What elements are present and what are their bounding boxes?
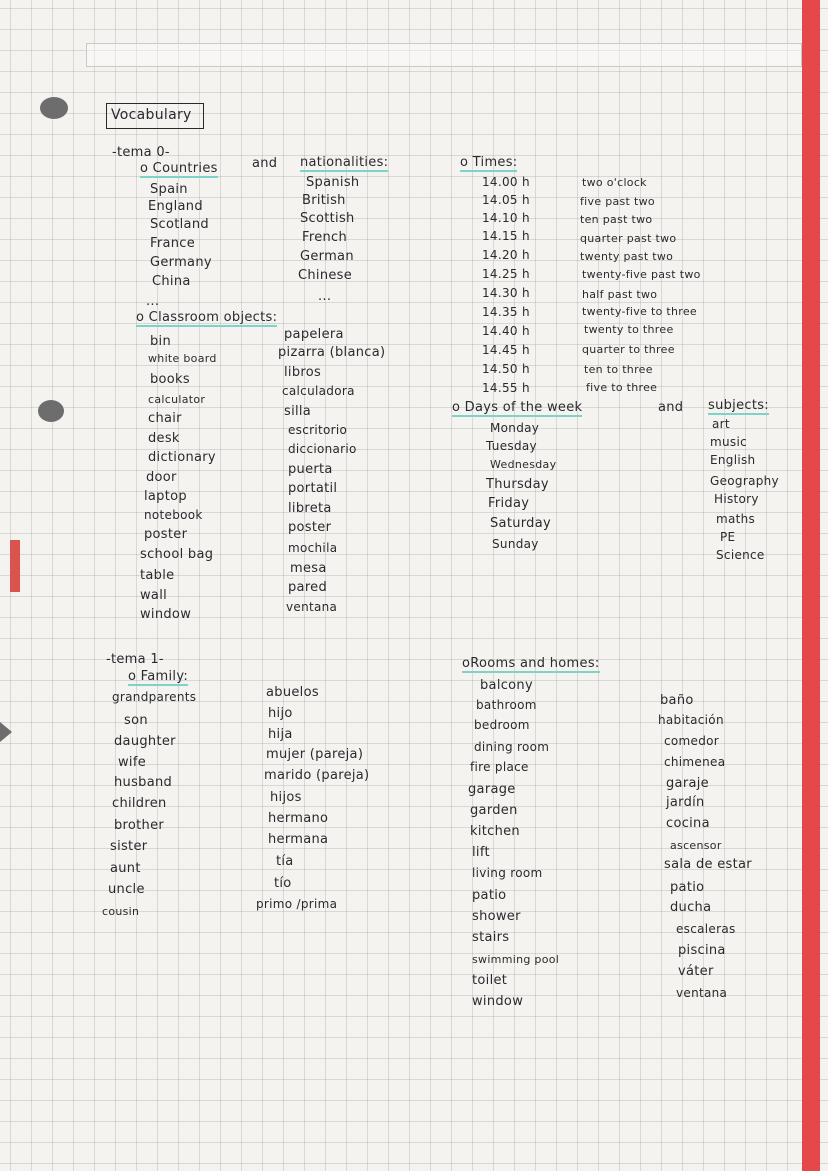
room-item: dining room — [474, 740, 550, 754]
punch-hole — [38, 400, 64, 422]
classroom-translation: papelera — [284, 327, 344, 342]
room-item: toilet — [472, 973, 508, 988]
time-digital: 14.50 h — [482, 362, 530, 376]
room-translation: jardín — [666, 795, 705, 810]
classroom-translation: pizarra (blanca) — [278, 345, 386, 360]
room-translation: garaje — [666, 776, 709, 791]
family-translation: hermano — [268, 811, 329, 826]
family-translation: mujer (pareja) — [266, 747, 364, 762]
subject-item: English — [710, 453, 756, 467]
family-item: cousin — [102, 905, 140, 918]
day-item: Saturday — [490, 516, 551, 531]
classroom-item: poster — [144, 527, 188, 542]
classroom-translation: mochila — [288, 541, 338, 555]
room-item: kitchen — [470, 824, 520, 839]
family-translation: primo /prima — [256, 897, 338, 911]
time-digital: 14.25 h — [482, 267, 530, 281]
country-item: Germany — [150, 255, 212, 270]
room-translation: cocina — [666, 816, 710, 831]
days-and: and — [658, 400, 684, 415]
subject-item: music — [710, 435, 747, 449]
family-translation: marido (pareja) — [264, 768, 370, 783]
time-digital: 14.55 h — [482, 381, 530, 395]
time-words: five to three — [586, 381, 658, 394]
classroom-item: desk — [148, 431, 180, 446]
room-item: bedroom — [474, 718, 530, 732]
room-translation: ascensor — [670, 839, 722, 852]
room-translation: baño — [660, 693, 694, 708]
family-item: son — [124, 713, 148, 728]
room-item: garden — [470, 803, 518, 818]
classroom-translation: pared — [288, 580, 328, 595]
family-translation: hijos — [270, 790, 302, 805]
room-item: fire place — [470, 760, 529, 774]
subject-item: art — [712, 417, 730, 431]
room-item: swimming pool — [472, 953, 560, 966]
classroom-translation: libros — [284, 365, 322, 380]
subject-item: PE — [720, 530, 736, 544]
countries-and: and — [252, 156, 278, 171]
family-item: daughter — [114, 734, 176, 749]
nationality-item: Chinese — [298, 268, 353, 283]
nationality-item: British — [302, 193, 346, 208]
room-translation: comedor — [664, 734, 720, 748]
classroom-item: laptop — [144, 489, 187, 504]
day-item: Friday — [488, 496, 530, 511]
classroom-item: window — [140, 607, 192, 622]
room-item: lift — [472, 845, 490, 860]
family-translation: abuelos — [266, 685, 319, 700]
family-item: husband — [114, 775, 173, 790]
time-words: twenty past two — [580, 250, 674, 263]
time-digital: 14.40 h — [482, 324, 530, 338]
room-item: bathroom — [476, 698, 537, 712]
family-item: brother — [114, 818, 165, 833]
classroom-translation: silla — [284, 404, 312, 419]
time-digital: 14.10 h — [482, 211, 530, 225]
room-translation: habitación — [658, 713, 724, 727]
family-item: uncle — [108, 882, 145, 897]
day-item: Sunday — [492, 537, 539, 551]
countries-ellipsis: ... — [146, 294, 160, 309]
time-words: half past two — [582, 288, 658, 301]
room-translation: váter — [678, 964, 714, 979]
classroom-translation: poster — [288, 520, 332, 535]
country-item: China — [152, 274, 191, 289]
classroom-item: chair — [148, 411, 182, 426]
classroom-translation: mesa — [290, 561, 327, 576]
family-translation: hermana — [268, 832, 329, 847]
classroom-translation: diccionario — [288, 442, 357, 456]
day-item: Monday — [490, 421, 540, 435]
classroom-translation: puerta — [288, 462, 333, 477]
family-translation: hija — [268, 727, 293, 742]
time-words: ten to three — [584, 363, 653, 376]
nationalities-header: nationalities: — [300, 155, 389, 170]
subjects-header: subjects: — [708, 398, 769, 413]
room-item: balcony — [480, 678, 533, 693]
classroom-item: bin — [150, 334, 172, 349]
punch-hole — [40, 97, 68, 119]
classroom-item: white board — [148, 352, 217, 365]
days-header: o Days of the week — [452, 400, 583, 415]
classroom-item: table — [140, 568, 175, 583]
classroom-translation: libreta — [288, 501, 332, 516]
classroom-translation: portatil — [288, 481, 338, 496]
classroom-header: o Classroom objects: — [136, 310, 278, 325]
subject-item: History — [714, 492, 759, 506]
room-item: window — [472, 994, 524, 1009]
classroom-item: dictionary — [148, 450, 216, 465]
family-item: children — [112, 796, 167, 811]
classroom-item: wall — [140, 588, 168, 603]
nationality-item: German — [300, 249, 354, 264]
country-item: England — [148, 199, 203, 214]
room-translation: ducha — [670, 900, 712, 915]
country-item: France — [150, 236, 196, 251]
time-digital: 14.45 h — [482, 343, 530, 357]
time-words: twenty-five past two — [582, 268, 701, 281]
classroom-item: calculator — [148, 393, 206, 406]
page-title: Vocabulary — [111, 107, 192, 123]
family-translation: tío — [274, 876, 292, 891]
time-words: two o'clock — [582, 176, 647, 189]
room-item: stairs — [472, 930, 510, 945]
red-margin-line — [802, 0, 820, 1171]
time-words: quarter past two — [580, 232, 677, 245]
room-translation: sala de estar — [664, 857, 752, 872]
country-item: Spain — [150, 182, 188, 197]
time-words: ten past two — [580, 213, 653, 226]
room-translation: patio — [670, 880, 705, 895]
time-words: quarter to three — [582, 343, 675, 356]
room-item: living room — [472, 866, 543, 880]
family-header: o Family: — [128, 669, 189, 684]
day-item: Wednesday — [490, 458, 557, 471]
nationality-item: Spanish — [306, 175, 360, 190]
family-item: sister — [110, 839, 148, 854]
time-digital: 14.20 h — [482, 248, 530, 262]
room-item: patio — [472, 888, 507, 903]
punch-hole — [0, 722, 12, 742]
country-item: Scotland — [150, 217, 209, 232]
day-item: Thursday — [486, 477, 549, 492]
room-translation: escaleras — [676, 922, 736, 936]
nationalities-ellipsis: ... — [318, 289, 332, 304]
subject-item: Science — [716, 548, 765, 562]
classroom-item: door — [146, 470, 177, 485]
family-item: wife — [118, 755, 147, 770]
rooms-header: oRooms and homes: — [462, 656, 600, 671]
day-item: Tuesday — [486, 439, 537, 453]
time-words: twenty to three — [584, 323, 674, 336]
room-translation: piscina — [678, 943, 726, 958]
countries-header: o Countries — [140, 161, 218, 176]
classroom-item: school bag — [140, 547, 214, 562]
room-item: shower — [472, 909, 521, 924]
binder-tab — [10, 540, 20, 592]
room-translation: ventana — [676, 986, 728, 1000]
subject-item: Geography — [710, 474, 779, 488]
classroom-translation: escritorio — [288, 423, 348, 437]
tema0-label: -tema 0- — [112, 145, 170, 160]
time-digital: 14.15 h — [482, 229, 530, 243]
classroom-translation: ventana — [286, 600, 338, 614]
classroom-item: notebook — [144, 508, 203, 522]
subject-item: maths — [716, 512, 756, 526]
tema1-label: -tema 1- — [106, 652, 164, 667]
time-digital: 14.35 h — [482, 305, 530, 319]
time-words: twenty-five to three — [582, 305, 697, 318]
time-digital: 14.05 h — [482, 193, 530, 207]
times-header: o Times: — [460, 155, 518, 170]
time-digital: 14.30 h — [482, 286, 530, 300]
room-translation: chimenea — [664, 755, 726, 769]
family-translation: hijo — [268, 706, 293, 721]
header-box — [86, 43, 802, 67]
room-item: garage — [468, 782, 516, 797]
classroom-item: books — [150, 372, 190, 387]
nationality-item: French — [302, 230, 348, 245]
family-translation: tía — [276, 854, 294, 869]
classroom-translation: calculadora — [282, 384, 355, 398]
time-digital: 14.00 h — [482, 175, 530, 189]
family-item: aunt — [110, 861, 141, 876]
page-title-box — [106, 103, 204, 129]
time-words: five past two — [580, 195, 655, 208]
family-item: grandparents — [112, 690, 197, 704]
nationality-item: Scottish — [300, 211, 355, 226]
